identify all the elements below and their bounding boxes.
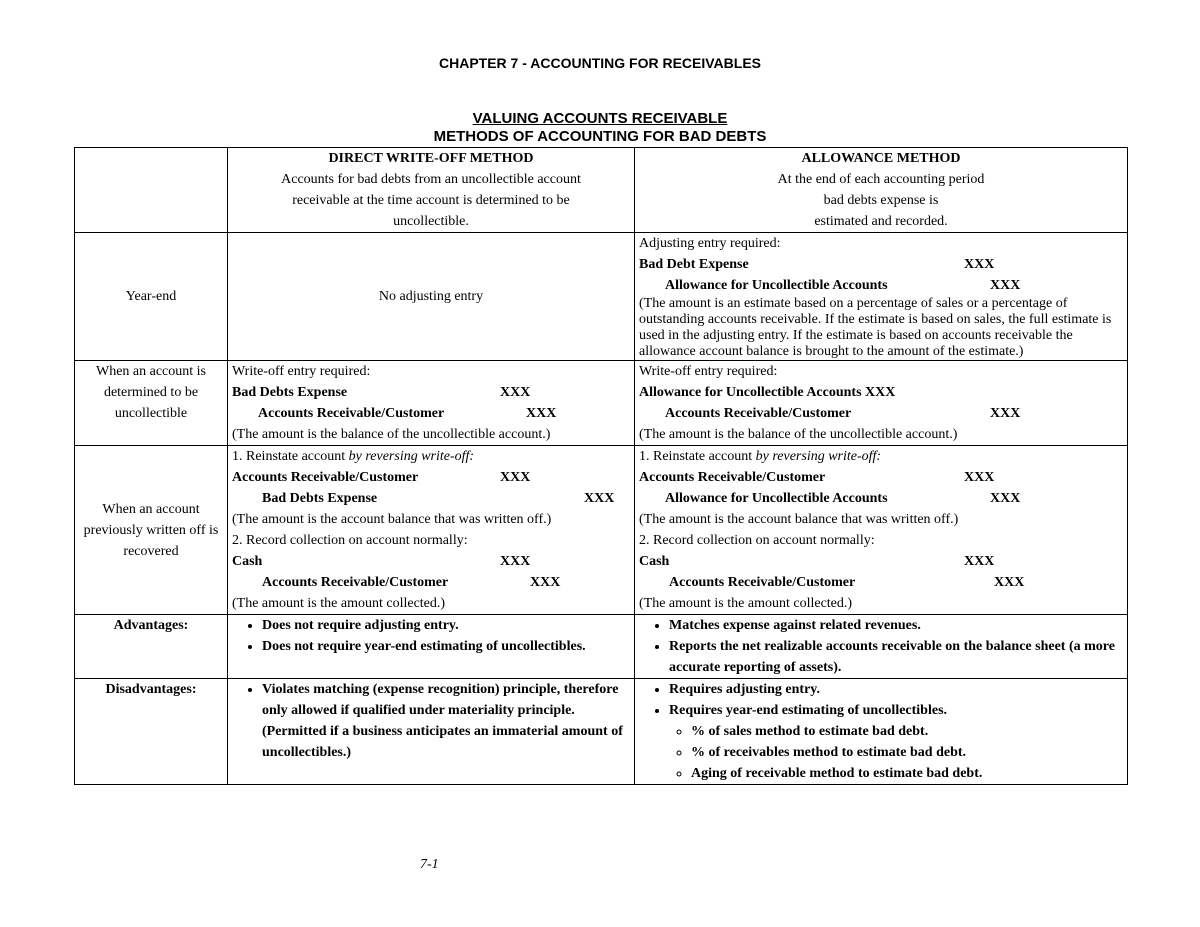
list-item: • Does not require adjusting entry.: [262, 615, 630, 636]
entry-intro: Adjusting entry required:: [639, 236, 781, 251]
journal-account: Allowance for Uncollectible Accounts: [665, 278, 888, 293]
journal-account: Accounts Receivable/Customer: [639, 470, 826, 485]
journal-account: Bad Debt Expense: [639, 257, 749, 272]
journal-line: [639, 488, 1123, 509]
entry-note: (The amount is the amount collected.): [232, 596, 446, 611]
uncollectible-direct-cell: [228, 361, 635, 446]
journal-account: Accounts Receivable/Customer: [669, 575, 856, 590]
entry-note: (The amount is the account balance that was written off.): [639, 512, 959, 527]
sub-list: [669, 721, 1123, 784]
chapter-heading: CHAPTER 7 - ACCOUNTING FOR RECEIVABLES: [438, 55, 761, 71]
disadvantages-allowance-list: [639, 679, 1123, 784]
journal-account: Accounts Receivable/Customer: [258, 406, 445, 421]
journal-line: [232, 572, 630, 593]
journal-account: Allowance for Uncollectible Accounts: [639, 385, 862, 400]
disadvantages-row: [75, 679, 1128, 785]
list-item: [669, 700, 1123, 784]
journal-line: [232, 382, 630, 403]
advantages-row: [75, 615, 1128, 679]
journal-amount: XXX: [865, 385, 896, 400]
journal-account: Accounts Receivable/Customer: [262, 575, 449, 590]
advantages-allowance-list: [639, 615, 1123, 678]
entry-note: (The amount is the balance of the uncollectible account.): [232, 427, 551, 442]
journal-amount: XXX: [500, 385, 531, 400]
journal-line: [232, 488, 630, 509]
journal-account: Bad Debts Expense: [232, 385, 348, 400]
disadvantages-direct-cell: [228, 679, 635, 785]
journal-line: [232, 551, 630, 572]
recovered-label: When an account previously written off is recovered: [75, 446, 228, 615]
step-italic: by reversing write-off:: [348, 449, 475, 464]
journal-account: Accounts Receivable/Customer: [665, 406, 852, 421]
journal-line: [639, 572, 1123, 593]
list-item-text: Requires year-end estimating of uncollectibles.: [669, 703, 948, 718]
journal-amount: XXX: [990, 278, 1021, 293]
empty-corner-cell: [75, 148, 228, 233]
list-item: • Does not require year-end estimating of uncollectibles.: [262, 636, 630, 657]
advantages-label: Advantages:: [75, 615, 228, 679]
entry-intro: Write-off entry required:: [639, 364, 778, 379]
allowance-method-desc-line: estimated and recorded.: [814, 214, 948, 229]
journal-line: [639, 467, 1123, 488]
year-end-row: [75, 233, 1128, 361]
entry-intro: Write-off entry required:: [232, 364, 371, 379]
journal-amount: XXX: [964, 257, 995, 272]
step-two: 2. Record collection on account normally:: [232, 533, 468, 548]
sub-list-item: ◦ Aging of receivable method to estimate bad debt.: [691, 763, 1123, 784]
direct-method-desc-line: Accounts for bad debts from an uncollectible account: [281, 172, 581, 187]
journal-line: [232, 467, 630, 488]
allowance-method-desc-line: At the end of each accounting period: [777, 172, 985, 187]
journal-amount: XXX: [526, 406, 557, 421]
journal-amount: XXX: [530, 575, 561, 590]
step-one: [639, 446, 1123, 467]
disadvantages-direct-list: [232, 679, 630, 763]
entry-note: (The amount is an estimate based on a percentage of sales or a percentage of outstanding accounts receivable. If the estimate is based on sales, the full estimate is used in the adjusting entry. If the estimate is based on accounts receivable the allowance account balance is brought to the amount of the estimate.): [639, 296, 1112, 359]
year-end-allowance-cell: [635, 233, 1128, 361]
journal-amount: XXX: [994, 575, 1025, 590]
list-item: • Violates matching (expense recognition) principle, therefore only allowed if qualified under materiality principle. (Permitted if a business anticipates an immaterial amount of uncollectibles.): [262, 679, 630, 763]
uncollectible-row: [75, 361, 1128, 446]
page-number: 7-1: [420, 857, 439, 872]
step-one: [232, 446, 630, 467]
allowance-method-desc-line: bad debts expense is: [823, 193, 939, 208]
journal-amount: XXX: [990, 406, 1021, 421]
entry-note: (The amount is the amount collected.): [639, 596, 853, 611]
journal-account: Cash: [639, 554, 670, 569]
step-text: 1. Reinstate account: [639, 449, 756, 464]
journal-account: Cash: [232, 554, 263, 569]
journal-amount: XXX: [964, 470, 995, 485]
disadvantages-label: Disadvantages:: [75, 679, 228, 785]
uncollectible-allowance-cell: [635, 361, 1128, 446]
disadvantages-allowance-cell: [635, 679, 1128, 785]
journal-amount: XXX: [964, 554, 995, 569]
header-row: [75, 148, 1128, 233]
step-text: 1. Reinstate account: [232, 449, 349, 464]
journal-line: [639, 382, 1123, 403]
allowance-method-heading: ALLOWANCE METHOD: [801, 151, 961, 166]
direct-method-heading: DIRECT WRITE-OFF METHOD: [328, 151, 534, 166]
advantages-direct-cell: [228, 615, 635, 679]
advantages-allowance-cell: [635, 615, 1128, 679]
year-end-direct-text: No adjusting entry: [228, 233, 635, 361]
journal-amount: XXX: [500, 470, 531, 485]
journal-line: [232, 403, 630, 424]
list-item: • Requires adjusting entry.: [669, 679, 1123, 700]
journal-account: Bad Debts Expense: [262, 491, 378, 506]
step-italic: by reversing write-off:: [755, 449, 882, 464]
entry-note: (The amount is the balance of the uncollectible account.): [639, 427, 958, 442]
journal-line: [639, 551, 1123, 572]
journal-account: Accounts Receivable/Customer: [232, 470, 419, 485]
page-title: VALUING ACCOUNTS RECEIVABLE: [472, 110, 728, 127]
journal-account: Allowance for Uncollectible Accounts: [665, 491, 888, 506]
journal-line: [639, 254, 1123, 275]
sub-list-item: ◦ % of sales method to estimate bad debt.: [691, 721, 1123, 742]
sub-list-item: ◦ % of receivables method to estimate bad debt.: [691, 742, 1123, 763]
journal-line: [639, 403, 1123, 424]
journal-amount: XXX: [990, 491, 1021, 506]
direct-method-desc-line: uncollectible.: [393, 214, 469, 229]
direct-method-desc-line: receivable at the time account is determined to be: [292, 193, 570, 208]
journal-line: [639, 275, 1123, 296]
recovered-row: [75, 446, 1128, 615]
bad-debts-methods-table: [74, 147, 1128, 785]
journal-amount: XXX: [584, 491, 615, 506]
list-item: • Matches expense against related revenues.: [669, 615, 1123, 636]
page-subtitle: METHODS OF ACCOUNTING FOR BAD DEBTS: [433, 128, 767, 145]
recovered-direct-cell: [228, 446, 635, 615]
step-two: 2. Record collection on account normally:: [639, 533, 875, 548]
list-item: • Reports the net realizable accounts receivable on the balance sheet (a more accurate reporting of assets).: [669, 636, 1123, 678]
allowance-method-header-cell: [635, 148, 1128, 233]
recovered-allowance-cell: [635, 446, 1128, 615]
direct-method-header-cell: [228, 148, 635, 233]
advantages-direct-list: [232, 615, 630, 657]
uncollectible-label: When an account is determined to be uncollectible: [75, 361, 228, 446]
year-end-label: Year-end: [75, 233, 228, 361]
entry-note: (The amount is the account balance that was written off.): [232, 512, 552, 527]
journal-amount: XXX: [500, 554, 531, 569]
